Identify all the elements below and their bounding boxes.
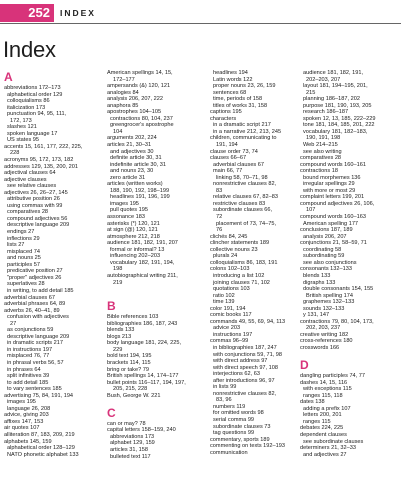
- index-subentry: misplaced 76, 77: [7, 353, 50, 360]
- index-subentry: with direct address 97: [213, 358, 268, 365]
- index-subentry: interjections 62, 63: [213, 371, 260, 378]
- index-entry: alliteration 87, 183, 209, 219: [4, 431, 75, 438]
- index-column-2: [107, 70, 211, 460]
- index-subentry: punctuation 94, 95, 111,: [7, 111, 67, 118]
- index-entry: commenting on texts 192–193: [210, 443, 285, 450]
- index-entry: analysis 206, 207, 222: [107, 96, 163, 103]
- index-subentry: indefinite article 30, 31: [110, 161, 166, 168]
- index-entry: apostrophes 104–105: [107, 109, 162, 116]
- index-entry: advertising 75, 84, 191, 194: [4, 392, 74, 399]
- index-entry: colons 102–103: [210, 266, 250, 273]
- index-subentry: see also writing: [303, 148, 342, 155]
- index-entry: commentary, sports 189: [210, 436, 270, 443]
- index-entry: contractions 18: [300, 168, 338, 175]
- page-number-tab: [0, 4, 54, 22]
- index-entry: color 191, 194: [210, 305, 246, 312]
- index-subentry: numbers 119: [213, 403, 246, 410]
- index-subentry: and adjectives 27: [303, 451, 347, 458]
- index-subentry: see relative clauses: [7, 183, 57, 190]
- index-subentry: headlines 191, 196, 199: [110, 194, 170, 201]
- index-subentry: comparatives 28: [7, 209, 49, 216]
- index-subentry: 205, 215, 228: [113, 386, 148, 393]
- index-subentry: 228: [10, 150, 20, 157]
- index-subentry: zero article 31: [110, 174, 146, 181]
- index-subentry: 27: [10, 320, 17, 327]
- index-entry: affixes 147, 153: [4, 418, 44, 425]
- index-subentry: y 131, 147: [303, 312, 330, 319]
- running-head: INDEX: [60, 8, 96, 18]
- index-entry: adjectives 26, 26–27, 145: [4, 189, 68, 196]
- index-subentry: restrictive clauses 83: [213, 200, 266, 207]
- index-entry: audience 181, 182, 191, 207: [107, 240, 178, 247]
- index-subentry: research 186–187: [303, 109, 349, 116]
- index-entry: dates 138: [300, 399, 325, 406]
- index-subentry: main 66, 77: [213, 168, 243, 175]
- index-entry: colloquialisms 86, 183, 191: [210, 259, 278, 266]
- index-entry: conjunctions 21, 58–59, 71: [300, 240, 367, 247]
- index-subentry: in phrases 64: [7, 366, 41, 373]
- index-column-4: [300, 70, 400, 458]
- index-subentry: US states 95: [7, 137, 40, 144]
- index-entry: British spellings 14, 174–177: [107, 373, 179, 380]
- index-subentry: American spelling 177: [303, 220, 359, 227]
- index-subentry: nonrestrictive clauses 82,: [213, 390, 277, 397]
- index-entry: bold text 194, 195: [107, 353, 152, 360]
- index-entry: children, communicating to: [210, 135, 277, 142]
- index-subentry: joining clauses 71, 102: [213, 279, 270, 286]
- section-letter: D: [300, 358, 309, 373]
- index-entry: dependent clauses: [300, 431, 347, 438]
- index-subentry: plurals 24: [213, 253, 238, 260]
- index-subentry: in writing, to add detail 185: [7, 287, 74, 294]
- index-subentry: in a narrative 212, 213, 245: [213, 128, 282, 135]
- index-subentry: using commas with 99: [7, 202, 63, 209]
- index-subentry: in a dramatic script 217: [213, 122, 271, 129]
- index-entry: debates 224, 225: [300, 425, 344, 432]
- index-subentry: double consonants 154, 155: [303, 286, 374, 293]
- index-entry: consonants 132–133: [300, 266, 352, 273]
- index-entry: bibliographies 186, 187, 243: [107, 320, 178, 327]
- page-header: [0, 0, 401, 24]
- index-entry: [300, 352, 400, 359]
- index-subentry: ranges 115, 118: [303, 392, 343, 399]
- index-subentry: as conjunctions 59: [7, 327, 54, 334]
- index-entry: articles 21, 30–31: [107, 142, 152, 149]
- index-entry: compound adjectives 26, 106,: [300, 200, 375, 207]
- index-subentry: with exceptions 115: [303, 386, 352, 393]
- index-subentry: titles of works 31, 158: [213, 102, 268, 109]
- index-entry: blogs 213: [107, 333, 132, 340]
- index-subentry: analysis 206, 207: [303, 233, 347, 240]
- index-subentry: participles 57: [7, 261, 40, 268]
- index-subentry: subordinate clauses 73: [213, 423, 271, 430]
- index-subentry: images 195: [7, 399, 36, 406]
- index-subentry: time 139: [213, 299, 235, 306]
- index-entry: assonance 183: [107, 214, 145, 221]
- index-entry: commas 96–99: [210, 338, 249, 345]
- index-subentry: time, periods of 158: [213, 96, 263, 103]
- index-entry: cross-references 180: [300, 338, 353, 345]
- index-entry: clichés 84, 245: [210, 233, 248, 240]
- index-subentry: sentences 68: [213, 89, 247, 96]
- index-subentry: ranges 115: [303, 418, 331, 425]
- index-subentry: 229: [113, 346, 123, 353]
- index-subentry: linking 58, 70–71, 98: [216, 174, 268, 181]
- index-subentry: alphabetical order 128–129: [7, 445, 75, 452]
- index-subentry: predicative position 27: [7, 268, 63, 275]
- index-entry: comic books 117: [210, 312, 252, 319]
- index-subentry: slashes 121: [7, 124, 37, 131]
- index-subentry: in phrasal verbs 56, 57: [7, 359, 64, 366]
- index-entry: comparatives 28: [300, 155, 342, 162]
- index-subentry: NATO phonetic alphabet 133: [7, 451, 79, 458]
- index-entry: clause order 73, 74: [210, 148, 258, 155]
- index-subentry: confusion with adjectives: [7, 314, 69, 321]
- index-subentry: with conjunctions 59, 71, 98: [213, 351, 283, 358]
- index-subentry: placement of 73, 74–75,: [216, 220, 277, 227]
- index-subentry: adding a prefix 107: [303, 405, 351, 412]
- index-subentry: Web 214–215: [303, 142, 338, 149]
- index-entry: collective nouns 23: [210, 246, 258, 253]
- index-subentry: advice 203: [213, 325, 241, 332]
- index-subentry: 104: [113, 128, 123, 135]
- index-subentry: influencing 202–203: [110, 253, 161, 260]
- section-letter: A: [4, 70, 13, 84]
- index-subentry: proper nouns 23, 26, 159: [213, 83, 276, 90]
- index-subentry: 188, 190, 192, 198–199: [110, 187, 170, 194]
- index-subentry: 191, 194: [216, 142, 238, 149]
- index-entry: ampersands (&) 120, 121: [107, 83, 171, 90]
- index-subentry: instructions 197: [213, 331, 253, 338]
- index-entry: body language 181, 224, 225,: [107, 340, 182, 347]
- index-entry: adverbs 26, 40–41, 89: [4, 307, 60, 314]
- index-entry: adverbial clauses 67: [4, 294, 55, 301]
- index-subentry: 202, 203, 237: [306, 325, 341, 332]
- index-subentry: 172–177: [113, 76, 135, 83]
- index-subentry: with direct speech 97, 108: [213, 364, 278, 371]
- index-subentry: 202–203, 207: [306, 76, 341, 83]
- index-entry: dangling participles 74, 77: [300, 373, 365, 380]
- index-entry: crosswords 166: [300, 344, 340, 351]
- index-subentry: alphabet 129, 159: [110, 440, 155, 447]
- index-subentry: colloquialisms 86: [7, 98, 50, 105]
- index-subentry: language 26, 208: [7, 405, 51, 412]
- index-subentry: British spelling 174: [306, 292, 353, 299]
- index-column-3: [210, 70, 314, 456]
- index-subentry: purpose 181, 190, 193, 205: [303, 102, 372, 109]
- index-entry: bullet points 116–117, 194, 197,: [107, 379, 186, 386]
- index-entry: clincher statements 189: [210, 240, 270, 247]
- index-entry: clauses 66–67: [210, 155, 247, 162]
- index-subentry: for omitted words 98: [213, 410, 264, 417]
- index-subentry: split infinitives 39: [7, 373, 50, 380]
- index-subentry: articles 31, 158: [110, 446, 148, 453]
- index-subentry: formal or informal? 13: [110, 246, 165, 253]
- index-subentry: bound morphemes 136: [303, 174, 361, 181]
- index-entry: conclusions 187, 189: [300, 227, 353, 234]
- index-subentry: 190, 191, 198: [306, 135, 341, 142]
- page-number: 252: [28, 5, 50, 20]
- index-subentry: coordinating 58: [303, 246, 342, 253]
- index-subentry: see subordinate clauses: [303, 438, 364, 445]
- index-subentry: 215: [306, 89, 316, 96]
- index-entry: articles (written works): [107, 181, 163, 188]
- index-subentry: in instructions 197: [7, 346, 53, 353]
- index-subentry: 76: [216, 227, 223, 234]
- index-entry: anaphora 85: [107, 102, 139, 109]
- index-entry: alphabets 145, 159: [4, 438, 52, 445]
- index-subentry: ratio 102: [213, 292, 235, 299]
- index-subentry: layout 181, 194–195, 201,: [303, 83, 368, 90]
- index-subentry: definite article 30, 31: [110, 155, 162, 162]
- index-entry: [107, 399, 211, 406]
- index-subentry: with more or most 29: [303, 187, 356, 194]
- index-subentry: pull quotes 195: [110, 207, 148, 214]
- index-entry: atmosphere 212, 218: [107, 233, 160, 240]
- index-entry: dashes 14, 15, 116: [300, 379, 348, 386]
- index-entry: bring or take? 79: [107, 366, 149, 373]
- index-subentry: contractions 80, 104, 237: [110, 115, 173, 122]
- index-subentry: italicization 173: [7, 104, 46, 111]
- index-subentry: 198: [113, 266, 123, 273]
- index-subentry: endings 27: [7, 229, 35, 236]
- index-subentry: irregular spellings 29: [303, 181, 355, 188]
- index-entry: adjectival clauses 64: [4, 170, 56, 177]
- index-subentry: quotations 103: [213, 286, 250, 293]
- index-subentry: in dramatic scripts 217: [7, 340, 63, 347]
- index-subentry: 83, 96: [216, 397, 232, 404]
- index-subentry: relative clauses 67, 82–83: [213, 194, 278, 201]
- index-subentry: see also conjunctions: [303, 259, 357, 266]
- index-subentry: digraphs 133: [303, 279, 336, 286]
- index-subentry: in lists 99: [213, 384, 237, 391]
- index-entry: accents 15, 161, 177, 222, 225,: [4, 143, 83, 150]
- index-entry: asterisks (*) 120, 121: [107, 220, 160, 227]
- index-entry: compound words 160–161: [300, 161, 366, 168]
- index-entry: abbreviations 172–173: [4, 85, 61, 91]
- index-subentry: headlines 194: [213, 70, 248, 76]
- index-subentry: vocabulary 182, 191, 194,: [110, 259, 175, 266]
- index-entry: air quotes 107: [4, 425, 40, 432]
- index-entry: capital letters 158–159, 240: [107, 427, 176, 434]
- index-subentry: spoken language 17: [7, 130, 58, 137]
- index-subentry: "proper" adjectives 26: [7, 274, 62, 281]
- index-entry: [107, 293, 211, 300]
- index-subentry: images 195: [110, 200, 139, 207]
- index-subentry: superlatives 28: [7, 281, 45, 288]
- section-letter: C: [107, 405, 116, 420]
- index-subentry: blends 133: [303, 272, 331, 279]
- header-rule: [0, 23, 401, 24]
- index-entry: autobiographical writing 211,: [107, 272, 178, 279]
- index-entry: acronyms 95, 172, 173, 182: [4, 157, 74, 164]
- index-subentry: 107: [306, 207, 316, 214]
- index-entry: blends 133: [107, 327, 135, 334]
- index-subentry: lists 27: [7, 242, 25, 249]
- index-subentry: misplaced 74: [7, 248, 40, 255]
- index-entry: Bush, George W. 221: [107, 392, 161, 399]
- index-entry: at sign (@) 120, 121: [107, 227, 158, 234]
- index-subentry: subordinate clauses 66,: [213, 207, 273, 214]
- index-entry: complaint letters 199, 201: [300, 194, 365, 201]
- index-subentry: greengrocer's apostrophe: [110, 122, 174, 129]
- index-entry: analogies 84: [107, 89, 139, 96]
- index-subentry: and nouns 25: [7, 255, 41, 262]
- index-entry: American spellings 14, 15,: [107, 70, 173, 76]
- index-entry: addresses 129, 135, 200, 201: [4, 163, 79, 170]
- index-column-1: [4, 70, 108, 458]
- index-entry: determiners 21, 32–33: [300, 445, 356, 452]
- index-subentry: audience 181, 182, 191,: [303, 70, 364, 76]
- index-subentry: to add detail 185: [7, 379, 49, 386]
- index-subentry: introducing a list 102: [213, 272, 265, 279]
- page-title: Index: [3, 37, 56, 62]
- index-subentry: sounds 132–133: [303, 305, 345, 312]
- index-subentry: bulleted text 117: [110, 453, 151, 460]
- index-subentry: and adjectives 30: [110, 148, 154, 155]
- index-entry: advice, giving 203: [4, 412, 49, 419]
- index-subentry: spoken 12, 13, 185, 222–229: [303, 115, 376, 122]
- index-subentry: 72: [216, 214, 223, 221]
- index-entry: Bible references 103: [107, 314, 159, 321]
- index-entry: adverbial phrases 64, 89: [4, 301, 66, 308]
- index-entry: characters: [210, 115, 237, 122]
- index-subentry: nonrestrictive clauses 82,: [213, 181, 277, 188]
- index-subentry: attributive position 26: [7, 196, 60, 203]
- index-entry: brackets 114, 115: [107, 359, 151, 366]
- index-subentry: and nouns 23, 30: [110, 168, 154, 175]
- index-entry: creative writing 182: [300, 331, 349, 338]
- index-subentry: descriptive language 209: [7, 222, 70, 229]
- index-subentry: alphabetical order 129: [7, 91, 63, 98]
- index-subentry: descriptive language 209: [7, 333, 70, 340]
- index-subentry: Latin words 122: [213, 76, 253, 83]
- index-subentry: 83: [216, 187, 223, 194]
- index-subentry: letters 200, 201: [303, 412, 342, 419]
- section-letter: B: [107, 299, 116, 314]
- index-subentry: serial comma 99: [213, 416, 255, 423]
- index-subentry: vocabulary 181, 182–183,: [303, 128, 368, 135]
- index-entry: communication: [210, 449, 248, 456]
- index-subentry: graphemes 132–133: [303, 299, 355, 306]
- index-subentry: tag questions 99: [213, 430, 255, 437]
- index-entry: can or may? 78: [107, 420, 146, 427]
- index-subentry: in bibliographies 187, 247: [213, 344, 277, 351]
- index-entry: adjective clauses: [4, 176, 47, 183]
- index-subentry: abbreviations 173: [110, 433, 155, 440]
- index-subentry: 219: [113, 279, 123, 286]
- index-subentry: inflections 29: [7, 235, 40, 242]
- index-subentry: after introductions 96, 97: [213, 377, 275, 384]
- index-subentry: to vary sentences 185: [7, 386, 62, 393]
- index-subentry: subordinating 59: [303, 253, 345, 260]
- index-entry: arguments 202, 224: [107, 135, 157, 142]
- index-subentry: 172, 173: [10, 117, 32, 124]
- index-entry: commands 49, 55, 69, 94, 113: [210, 318, 286, 325]
- index-subentry: compound adjectives 56: [7, 215, 68, 222]
- index-entry: captions 195: [210, 109, 242, 116]
- index-subentry: planning 186–187, 202: [303, 96, 360, 103]
- index-entry: contractions 79, 80, 104, 173,: [300, 318, 374, 325]
- index-subentry: tone 181, 184, 185, 201, 222: [303, 122, 375, 129]
- index-entry: compound words 160–163: [300, 214, 366, 221]
- index-subentry: adverbial clauses 67: [213, 161, 264, 168]
